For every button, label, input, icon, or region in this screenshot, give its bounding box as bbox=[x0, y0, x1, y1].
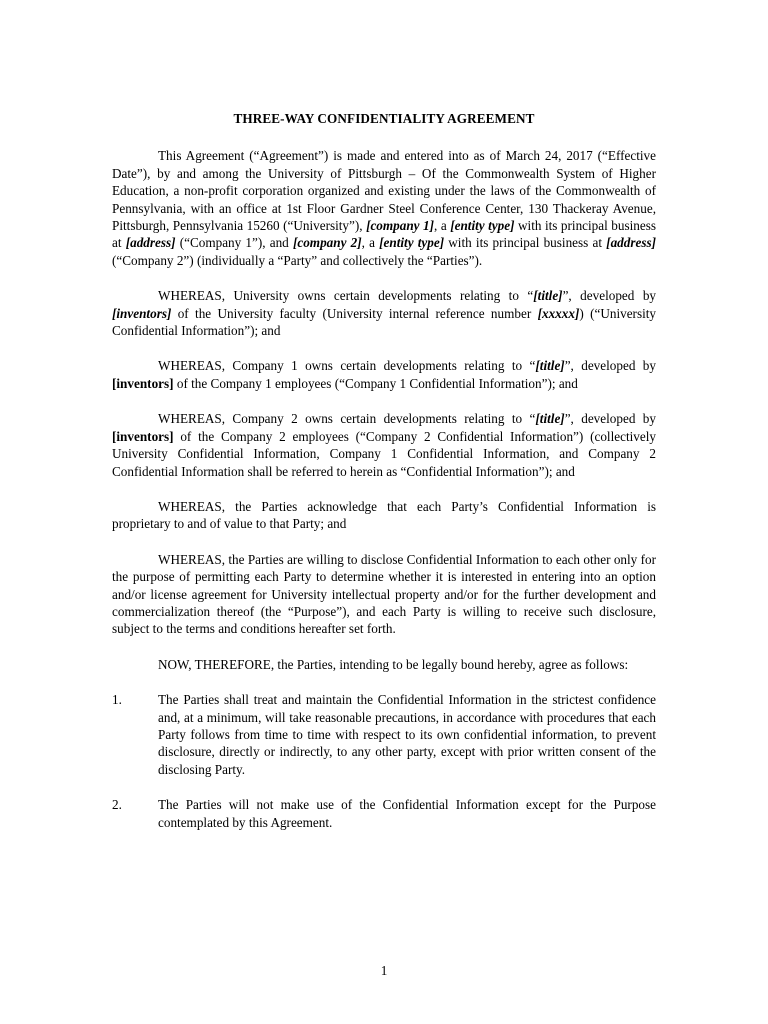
entity-type2-placeholder: [entity type] bbox=[379, 235, 445, 251]
whereas-text: ”, developed by bbox=[562, 288, 657, 304]
whereas-text: WHEREAS, University owns certain developments relating to “ bbox=[158, 288, 534, 304]
clause-text: The Parties will not make use of the Confidential Information except for the Purpose contemplated by this Agreement. bbox=[158, 797, 656, 830]
inventors-placeholder: [inventors] bbox=[112, 375, 174, 391]
now-therefore-paragraph: NOW, THEREFORE, the Parties, intending to be legally bound hereby, agree as follows: bbox=[158, 656, 629, 672]
whereas-text: of the Company 1 employees (“Company 1 Confidential Information”); and bbox=[173, 375, 578, 391]
company1-placeholder: [company 1] bbox=[366, 218, 435, 234]
whereas-text: of the Company 2 employees (“Company 2 Confidential Information”) (collectively University Confidential Information, Company 1 Confidential Information, and Company 2 Confidential Information shall be referred to herein as “Confidential Information”); and bbox=[112, 428, 656, 479]
entity-type-placeholder: [entity type] bbox=[450, 218, 515, 234]
whereas-company2-paragraph bbox=[112, 410, 656, 480]
address2-placeholder: [address] bbox=[606, 235, 656, 251]
document-body bbox=[112, 110, 656, 849]
inventors-placeholder: [inventors] bbox=[112, 305, 172, 321]
whereas-text: ”, developed by bbox=[564, 358, 656, 374]
whereas-text: of the University faculty (University internal reference number bbox=[171, 305, 538, 321]
inventors-placeholder: [inventors] bbox=[112, 428, 174, 444]
whereas-university-paragraph bbox=[112, 287, 656, 339]
address1-placeholder: [address] bbox=[125, 235, 176, 251]
page-number: 1 bbox=[380, 963, 388, 978]
intro-text: (“Company 2”) (individually a “Party” and collectively the “Parties”). bbox=[112, 252, 483, 268]
intro-text: with its principal business at bbox=[112, 218, 656, 251]
whereas-text: WHEREAS, Company 1 owns certain developments relating to “ bbox=[158, 358, 536, 374]
clause-text: The Parties shall treat and maintain the Confidential Information in the strictest confidence and, at a minimum, will take reasonable precautions, in accordance with procedures that each Party follows from time to time with respect to its own confidential information, to prevent disclosure, directly or indirectly, to any other party, except with prior written consent of the disclosing Party. bbox=[158, 692, 656, 777]
whereas-text: ) (“University Confidential Information”); and bbox=[112, 305, 657, 339]
document-title: THREE-WAY CONFIDENTIALITY AGREEMENT bbox=[233, 111, 535, 126]
title-placeholder: [title] bbox=[535, 411, 565, 427]
intro-text: This Agreement (“Agreement”) is made and entered into as of March 24, 2017 (“Effective Date”), by and among the University of Pittsburgh – Of the Commonwealth System of Higher Education, a non-profit corporation organized and existing under the laws of the Commonwealth of Pennsylvania, with an office at 1st Floor Gardner Steel Conference Center, 130 Thackeray Avenue, Pittsburgh, Pennsylvania 15260 (“University”), bbox=[112, 148, 656, 234]
whereas-acknowledge-paragraph: WHEREAS, the Parties acknowledge that each Party’s Confidential Information is proprietary to and of value to that Party; and bbox=[112, 498, 656, 532]
intro-text: (“Company 1”), and bbox=[175, 235, 293, 251]
whereas-text: ”, developed by bbox=[564, 411, 656, 427]
company2-placeholder: [company 2] bbox=[292, 235, 362, 251]
title-placeholder: [title] bbox=[535, 358, 565, 374]
whereas-text: WHEREAS, Company 2 owns certain developments relating to “ bbox=[158, 411, 536, 427]
intro-text: with its principal business at bbox=[444, 235, 607, 251]
clause-number: 1. bbox=[112, 692, 122, 708]
whereas-company1-paragraph bbox=[112, 357, 656, 392]
numbered-clause bbox=[112, 691, 656, 778]
intro-text: , a bbox=[361, 235, 380, 251]
numbered-clause bbox=[112, 796, 656, 831]
intro-paragraph bbox=[112, 147, 656, 269]
reference-number-placeholder: [xxxxx] bbox=[537, 305, 580, 321]
clause-number: 2. bbox=[112, 797, 122, 813]
title-placeholder: [title] bbox=[533, 288, 563, 304]
intro-text: , a bbox=[434, 218, 451, 234]
whereas-willing-paragraph: WHEREAS, the Parties are willing to disclose Confidential Information to each other only for the purpose of permitting each Party to determine whether it is interested in entering into an option and/or license agreement for University intellectual property and/or for the further development and commercialization thereof (the “Purpose”), and each Party is willing to receive such disclosure, subject to the terms and conditions hereafter set forth. bbox=[112, 551, 656, 637]
